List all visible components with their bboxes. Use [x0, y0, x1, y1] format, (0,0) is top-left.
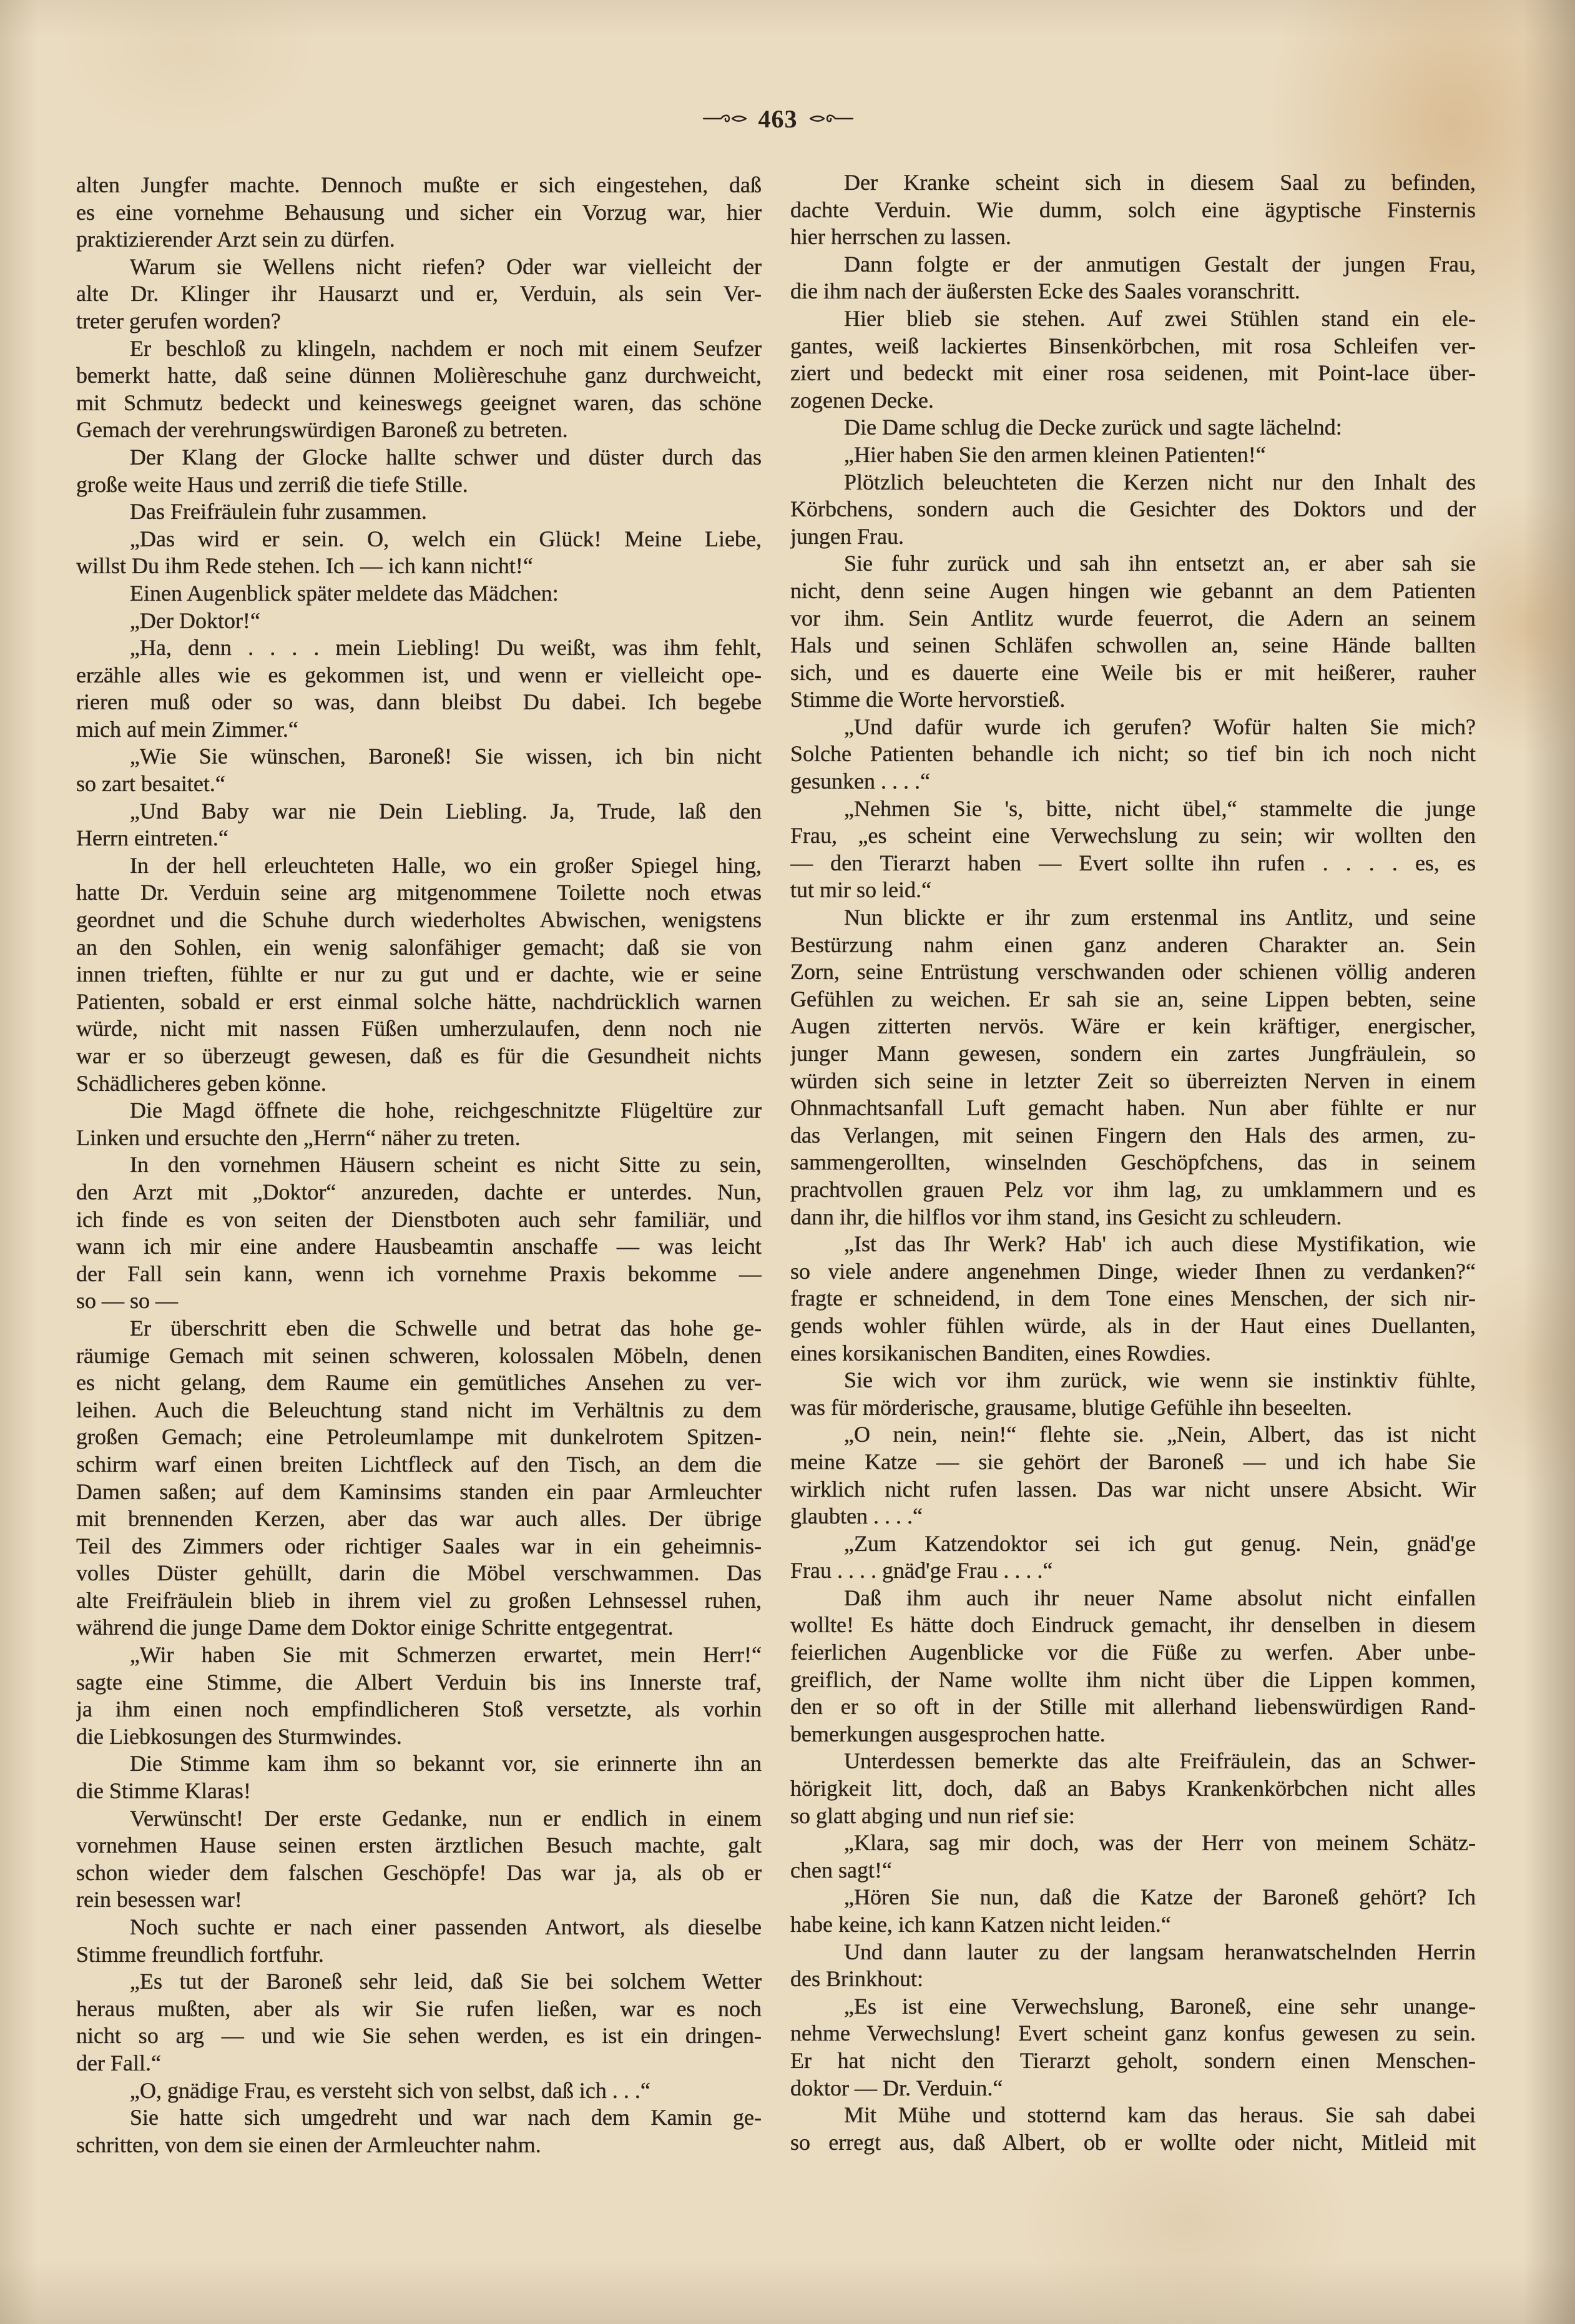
text-line: glaubten . . . .“: [790, 1504, 923, 1529]
text-line: alte Freifräulein blieb in ihrem viel zu großen Lehnsessel ruhen,: [76, 1587, 762, 1613]
paragraph: [76, 1805, 762, 1914]
text-line: gesunken . . . .“: [790, 769, 930, 794]
paragraph: [76, 852, 762, 1097]
text-line: Augen zitterten nervös. Wäre er kein kräftiger, energischer,: [790, 1013, 1476, 1039]
text-line: Herrn eintreten.“: [76, 825, 228, 851]
paragraph: [790, 1421, 1476, 1530]
text-line: „Klara, sag mir doch, was der Herr von meinem Schätz-: [844, 1830, 1476, 1856]
paragraph: [790, 414, 1476, 441]
text-line: gantes, weiß lackiertes Binsenkörbchen, mit rosa Schleifen ver-: [790, 333, 1476, 358]
text-line: praktizierender Arzt sein zu dürfen.: [76, 227, 395, 252]
text-line: Mit Mühe und stotternd kam das heraus. Sie sah dabei: [844, 2102, 1476, 2128]
paragraph: [76, 1750, 762, 1805]
text-line: so glatt abging und nun rief sie:: [790, 1803, 1075, 1828]
text-line: sich, und es dauerte eine Weile bis er mit heißerer, rauher: [790, 659, 1476, 685]
text-line: Nun blickte er ihr zum erstenmal ins Antlitz, und seine: [844, 905, 1476, 930]
text-line: Gefühlen zu weichen. Er sah sie an, seine Lippen bebten, seine: [790, 986, 1476, 1012]
text-line: schritten, von dem sie einen der Armleuchter nahm.: [76, 2132, 541, 2157]
text-line: Und dann lauter zu der langsam heranwatschelnden Herrin: [844, 1939, 1476, 1964]
text-line: so erregt aus, daß Albert, ob er wollte oder nicht, Mitleid mit: [790, 2129, 1476, 2155]
text-line: Sie hatte sich umgedreht und war nach dem Kamin ge-: [130, 2105, 762, 2130]
text-line: sagte eine Stimme, die Albert Verduin bis ins Innerste traf,: [76, 1669, 762, 1695]
text-line: Noch suchte er nach einer passenden Antwort, als dieselbe: [130, 1914, 762, 1939]
paragraph: [76, 2104, 762, 2159]
paragraph: [790, 1829, 1476, 1884]
text-line: Sie fuhr zurück und sah ihn entsetzt an, er aber sah sie: [844, 551, 1476, 576]
text-line: mit Schmutz bedeckt und keineswegs geeignet waren, das schöne: [76, 390, 762, 415]
text-line: Schädlicheres geben könne.: [76, 1070, 326, 1096]
text-line: In den vornehmen Häusern scheint es nicht Sitte zu sein,: [130, 1152, 762, 1178]
text-line: Einen Augenblick später meldete das Mädchen:: [130, 580, 559, 606]
paragraph: [76, 254, 762, 335]
ornament-right-icon: [809, 112, 854, 126]
text-line: erzähle alles wie es gekommen ist, und wenn er vielleicht ope-: [76, 662, 762, 687]
text-line: „Wir haben Sie mit Schmerzen erwartet, mein Herr!“: [130, 1642, 762, 1668]
paragraph: [790, 1939, 1476, 1993]
text-line: „Nehmen Sie 's, bitte, nicht übel,“ stammelte die junge: [844, 795, 1476, 821]
paragraph: [76, 526, 762, 580]
text-line: die Liebkosungen des Sturmwindes.: [76, 1723, 402, 1749]
text-line: alten Jungfer machte. Dennoch mußte er sich eingestehen, daß: [76, 172, 762, 197]
text-line: treter gerufen worden?: [76, 308, 281, 333]
text-line: volles Düster gehüllt, darin die Möbel verschwammen. Das: [76, 1560, 762, 1586]
paragraph: [76, 1642, 762, 1750]
text-line: Sie wich vor ihm zurück, wie wenn sie instinktiv fühlte,: [844, 1367, 1476, 1393]
paragraph: [76, 335, 762, 444]
text-line: Der Klang der Glocke hallte schwer und düster durch das: [130, 444, 762, 470]
text-line: die ihm nach der äußersten Ecke des Saales voranschritt.: [790, 278, 1300, 304]
text-line: Stimme freundlich fortfuhr.: [76, 1941, 324, 1967]
text-line: heraus mußten, aber als wir Sie rufen ließen, war es noch: [76, 1996, 762, 2021]
text-line: prachtvollen grauen Pelz vor ihm lag, zu umklammern und es: [790, 1176, 1476, 1202]
text-line: In der hell erleuchteten Halle, wo ein großer Spiegel hing,: [130, 852, 762, 878]
text-line: ich finde es von seiten der Dienstboten auch sehr familiär, und: [76, 1206, 762, 1232]
text-line: rein besessen war!: [76, 1887, 242, 1913]
text-line: so viele andere angenehmen Dinge, wieder Ihnen zu verdanken?“: [790, 1258, 1476, 1284]
text-line: großen Gemach; eine Petroleumlampe mit dunkelrotem Spitzen-: [76, 1424, 762, 1450]
paragraph: [790, 795, 1476, 904]
text-line: dachte Verduin. Wie dumm, solch eine ägyptische Finsternis: [790, 197, 1476, 222]
text-line: gends wohler fühlen würde, als in der Haut eines Duellanten,: [790, 1312, 1476, 1338]
text-line: sammengerollten, winselnden Geschöpfchens, das in seinem: [790, 1150, 1476, 1175]
text-line: „O, gnädige Frau, es versteht sich von selbst, daß ich . . .“: [130, 2077, 650, 2103]
text-line: „Hier haben Sie den armen kleinen Patienten!“: [844, 441, 1266, 467]
text-line: Daß ihm auch ihr neuer Name absolut nicht einfallen: [844, 1585, 1476, 1610]
text-line: Das Freifräulein fuhr zusammen.: [130, 499, 427, 524]
text-line: Plötzlich beleuchteten die Kerzen nicht nur den Inhalt des: [844, 469, 1476, 495]
text-line: wann ich mir eine andere Hausbeamtin anschaffe — was leicht: [76, 1234, 762, 1259]
paragraph: [76, 1968, 762, 2077]
text-line: tut mir so leid.“: [790, 877, 931, 903]
text-line: Patienten, sobald er erst einmal solche hätte, nachdrücklich warnen: [76, 988, 762, 1014]
text-line: wirklich nicht rufen lassen. Das war nicht unsere Absicht. Wir: [790, 1476, 1476, 1502]
text-line: „Es ist eine Verwechslung, Baroneß, eine sehr unange-: [844, 1993, 1476, 2019]
text-line: Frau, „es scheint eine Verwechslung zu sein; wir wollten den: [790, 823, 1476, 849]
text-line: greiflich, der Name wollte ihm nicht über die Lippen kommen,: [790, 1667, 1476, 1692]
text-line: geordnet und die Schuhe durch wiederholtes Abwischen, wenigstens: [76, 907, 762, 933]
text-line: „Ha, denn . . . . mein Liebling! Du weißt, was ihm fehlt,: [130, 635, 762, 661]
paragraph: [790, 1993, 1476, 2102]
paragraph: [76, 2077, 762, 2105]
text-line: Warum sie Wellens nicht riefen? Oder war vielleicht der: [130, 254, 762, 279]
text-line: leihen. Auch die Beleuchtung stand nicht im Verhältnis zu dem: [76, 1397, 762, 1422]
text-line: es nicht gelang, dem Raume ein gemütliches Ansehen zu ver-: [76, 1370, 762, 1396]
text-line: „O nein, nein!“ flehte sie. „Nein, Albert, das ist nicht: [844, 1422, 1476, 1447]
text-line: habe keine, ich kann Katzen nicht leiden.“: [790, 1912, 1171, 1937]
text-line: Die Dame schlug die Decke zurück und sagte lächelnd:: [844, 415, 1342, 440]
text-line: würde, nicht mit nassen Füßen umherzulaufen, denn noch nie: [76, 1016, 762, 1041]
text-line: dann ihr, die hilflos vor ihm stand, ins Gesicht zu schleudern.: [790, 1204, 1342, 1229]
page-header: [690, 100, 865, 137]
paragraph: [76, 172, 762, 254]
text-line: hatte Dr. Verduin seine arg mitgenommene Toilette noch etwas: [76, 880, 762, 905]
paragraph: [790, 714, 1476, 795]
paragraph: [790, 305, 1476, 414]
text-line: so — so —: [76, 1288, 179, 1314]
text-line: Dann folgte er der anmutigen Gestalt der jungen Frau,: [844, 251, 1476, 277]
text-line: nicht so arg — und wie Sie sehen werden, es ist ein dringen-: [76, 2023, 762, 2049]
paragraph: [790, 1231, 1476, 1367]
paragraph: [76, 498, 762, 526]
text-line: Die Magd öffnete die hohe, reichgeschnitzte Flügeltüre zur: [130, 1098, 762, 1123]
text-line: es eine vornehme Behausung und sicher ein Vorzug war, hier: [76, 199, 762, 225]
text-line: doktor — Dr. Verduin.“: [790, 2075, 1003, 2100]
text-line: würden sich seine in letzter Zeit so überreizten Nerven in einem: [790, 1068, 1476, 1093]
paragraph: [790, 904, 1476, 1231]
text-line: chen sagt!“: [790, 1857, 892, 1883]
text-line: vor ihm. Sein Antlitz wurde feuerrot, die Adern an seinem: [790, 605, 1476, 631]
paragraph: [790, 1884, 1476, 1938]
paragraph: [790, 1530, 1476, 1585]
text-line: Bestürzung nahm einen ganz anderen Charakter an. Sein: [790, 932, 1476, 957]
text-line: Körbchens, sondern auch die Gesichter des Doktors und der: [790, 496, 1476, 522]
text-line: so zart besaitet.“: [76, 771, 225, 797]
text-line: den er so oft in der Stille mit allerhand liebenswürdigen Rand-: [790, 1694, 1476, 1720]
text-line: schirm warf einen breiten Lichtfleck auf den Tisch, an dem die: [76, 1451, 762, 1477]
paragraph: [790, 469, 1476, 551]
text-line: Unterdessen bemerkte das alte Freifräulein, das an Schwer-: [844, 1748, 1476, 1774]
text-line: das Verlangen, mit seinen Fingern den Hals des armen, zu-: [790, 1122, 1476, 1148]
text-line: „Der Doktor!“: [130, 608, 260, 633]
text-line: „Das wird er sein. O, welch ein Glück! Meine Liebe,: [130, 526, 762, 551]
text-line: nicht, denn seine Augen hingen wie gebannt an dem Patienten: [790, 578, 1476, 603]
text-line: Solche Patienten behandle ich nicht; so tief bin ich noch nicht: [790, 741, 1476, 767]
text-line: schon wieder dem falschen Geschöpfe! Das war ja, als ob er: [76, 1859, 762, 1885]
text-line: vornehmen Hause seinen ersten ärztlichen Besuch machte, galt: [76, 1833, 762, 1858]
text-line: des Brinkhout:: [790, 1966, 923, 1992]
paragraph: [76, 1914, 762, 1968]
text-line: meine Katze — sie gehört der Baroneß — und ich habe Sie: [790, 1449, 1476, 1474]
text-line: Gemach der verehrungswürdigen Baroneß zu betreten.: [76, 417, 568, 443]
text-line: rieren muß oder so was, dann bleibst Du dabei. Ich begebe: [76, 689, 762, 715]
text-line: „Und Baby war nie Dein Liebling. Ja, Trude, laß den: [130, 798, 762, 824]
text-line: „Und dafür wurde ich gerufen? Wofür halten Sie mich?: [844, 714, 1476, 739]
paragraph: [76, 1097, 762, 1151]
text-line: Er hat nicht den Tierarzt geholt, sondern einen Menschen-: [790, 2047, 1476, 2073]
text-line: ziert und bedeckt mit einer rosa seidenen, mit Point-lace über-: [790, 360, 1476, 386]
text-line: Verwünscht! Der erste Gedanke, nun er endlich in einem: [130, 1805, 762, 1831]
text-line: mich auf mein Zimmer.“: [76, 716, 298, 742]
text-line: eines korsikanischen Banditen, eines Rowdies.: [790, 1340, 1211, 1366]
text-line: hörigkeit litt, doch, daß an Babys Krankenkörbchen nicht alles: [790, 1776, 1476, 1801]
paragraph: [790, 251, 1476, 305]
text-line: der Fall.“: [76, 2050, 161, 2075]
text-line: mit brennenden Kerzen, aber das war auch alles. Der übrige: [76, 1506, 762, 1532]
text-line: nehme Verwechslung! Evert scheint ganz konfus gewesen zu sein.: [790, 2021, 1476, 2046]
text-line: alte Dr. Klinger ihr Hausarzt und er, Verduin, als sein Ver-: [76, 281, 762, 307]
text-line: willst Du ihm Rede stehen. Ich — ich kann nicht!“: [76, 553, 533, 579]
paragraph: [790, 1748, 1476, 1829]
paragraph: [76, 1315, 762, 1642]
text-line: fragte er schneidend, in dem Tone eines Menschen, der sich nir-: [790, 1286, 1476, 1311]
text-line: „Zum Katzendoktor sei ich gut genug. Nein, gnäd'ge: [844, 1530, 1476, 1556]
text-line: „Wie Sie wünschen, Baroneß! Sie wissen, ich bin nicht: [130, 744, 762, 769]
text-line: die Stimme Klaras!: [76, 1778, 251, 1804]
text-line: Stimme die Worte hervorstieß.: [790, 687, 1066, 712]
text-line: große weite Haus und zerriß die tiefe Stille.: [76, 471, 468, 497]
paragraph: [790, 441, 1476, 469]
paragraph: [790, 2102, 1476, 2156]
paragraph: [76, 798, 762, 852]
text-line: Linken und ersuchte den „Herrn“ näher zu treten.: [76, 1125, 521, 1150]
paragraph: [76, 1151, 762, 1315]
text-line: den Arzt mit „Doktor“ anzureden, dachte er unterdes. Nun,: [76, 1179, 762, 1204]
paragraph: [790, 1585, 1476, 1748]
text-column-left: [76, 172, 762, 2159]
paragraph: [76, 444, 762, 498]
text-line: der Fall sein kann, wenn ich vornehme Praxis bekomme —: [76, 1261, 762, 1286]
text-column-right: [790, 169, 1476, 2156]
paragraph: [76, 743, 762, 797]
text-line: was für mörderische, grausame, blutige Gefühle ihn beseelten.: [790, 1394, 1352, 1420]
paragraph: [76, 634, 762, 743]
paragraph: [790, 1367, 1476, 1421]
text-line: bemerkungen ausgesprochen hatte.: [790, 1721, 1106, 1746]
text-line: Der Kranke scheint sich in diesem Saal zu befinden,: [844, 170, 1476, 195]
text-line: — den Tierarzt haben — Evert sollte ihn rufen . . . . es, es: [790, 850, 1476, 875]
text-line: zogenen Decke.: [790, 387, 934, 413]
text-line: Frau . . . . gnäd'ge Frau . . . .“: [790, 1558, 1053, 1583]
text-line: „Es tut der Baroneß sehr leid, daß Sie bei solchem Wetter: [130, 1969, 762, 1994]
text-line: innen trieften, fühlte er nur zu gut und er dachte, wie er seine: [76, 962, 762, 987]
paragraph: [790, 550, 1476, 714]
text-line: bemerkt hatte, daß seine dünnen Molièreschuhe ganz durchweicht,: [76, 363, 762, 388]
text-line: junger Mann gewesen, sondern ein zartes Jungfräulein, so: [790, 1041, 1476, 1066]
text-line: „Hören Sie nun, daß die Katze der Baroneß gehört? Ich: [844, 1884, 1476, 1910]
paragraph: [790, 169, 1476, 251]
text-line: räumige Gemach mit seinen schweren, kolossalen Möbeln, denen: [76, 1342, 762, 1368]
text-line: Die Stimme kam ihm so bekannt vor, sie erinnerte ihn an: [130, 1751, 762, 1776]
page-number: 463: [758, 104, 798, 133]
text-line: Zorn, seine Entrüstung verschwanden oder schienen völlig anderen: [790, 959, 1476, 985]
text-line: „Ist das Ihr Werk? Hab' ich auch diese Mystifikation, wie: [844, 1231, 1476, 1257]
text-line: jungen Frau.: [790, 523, 904, 549]
text-line: Er überschritt eben die Schwelle und betrat das hohe ge-: [130, 1315, 762, 1341]
ornament-left-icon: [702, 112, 747, 126]
paragraph: [76, 580, 762, 608]
text-line: Hals und seinen Schläfen schwollen an, seine Hände ballten: [790, 633, 1476, 658]
text-line: Ohnmachtsanfall Luft gemacht haben. Nun aber fühlte er nur: [790, 1095, 1476, 1121]
text-line: wollte! Es hätte doch Eindruck gemacht, ihr denselben in diesem: [790, 1612, 1476, 1638]
text-line: Teil des Zimmers oder richtiger Saales war in ein geheimnis-: [76, 1533, 762, 1558]
text-line: war er so überzeugt gewesen, daß es für die Gesundheit nichts: [76, 1043, 762, 1068]
text-line: während die junge Dame dem Doktor einige Schritte entgegentrat.: [76, 1615, 674, 1640]
text-line: hier herrschen zu lassen.: [790, 224, 1011, 250]
text-line: an den Sohlen, ein wenig salonfähiger gemacht; daß sie von: [76, 934, 762, 960]
paragraph: [76, 608, 762, 635]
text-line: Er beschloß zu klingeln, nachdem er noch mit einem Seufzer: [130, 335, 762, 361]
text-line: ja ihm einen noch empfindlicheren Stoß versetzte, als vorhin: [76, 1696, 762, 1722]
text-line: Damen saßen; auf dem Kaminsims standen ein paar Armleuchter: [76, 1479, 762, 1504]
text-line: feierlichen Augenblicke vor die Füße zu werfen. Aber unbe-: [790, 1640, 1476, 1665]
text-line: Hier blieb sie stehen. Auf zwei Stühlen stand ein ele-: [844, 305, 1476, 331]
